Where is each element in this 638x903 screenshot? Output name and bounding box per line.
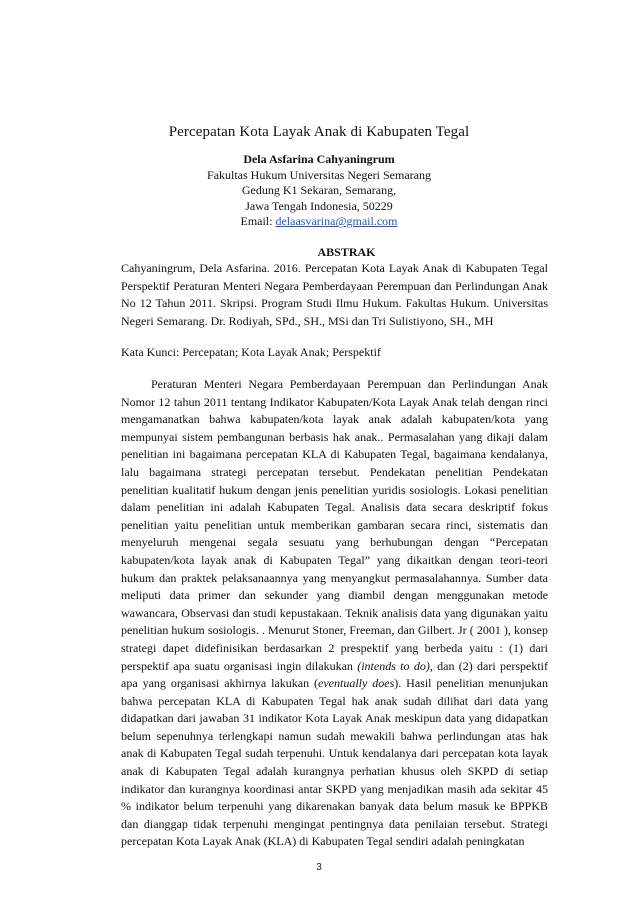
abstract-heading: ABSTRAK xyxy=(317,245,376,259)
author-address-line1: Gedung K1 Sekaran, Semarang, xyxy=(241,183,397,198)
author-block xyxy=(0,152,638,230)
author-email-row xyxy=(0,214,638,230)
email-label: Email: xyxy=(240,214,273,229)
abstract-text-part1: Peraturan Menteri Negara Pemberdayaan Perempuan dan Perlindungan Anak Nomor 12 tahun 2011 tentang Indikator Kabupaten/Kota Layak Anak telah dengan rinci mengamanatkan bahwa kabupaten/kota layak anak adalah kabupaten/kota yang mempunyai sistem pembangunan berbasis hak anak.. Permasalahan yang dikaji dalam penelitian ini bagaimana percepatan KLA di Kabupaten Tegal, bagaimana kendalanya, lalu bagaimana strategi percepatan tersebut. Pendekatan penelitian Pendekatan penelitian kualitatif hukum dengan jenis penelitian yuridis sosiologis. Lokasi penelitian dalam penelitian ini adalah Kabupaten Tegal. Analisis data secara deskriptif fokus penelitian yaitu penelitian untuk memberikan gambaran secara rinci, sistematis dan menyeluruh mengenai segala sesuatu yang berhubungan dengan “Percepatan kabupaten/kota layak anak di Kabupaten Tegal” yang dikaitkan dengan teori-teori hukum dan praktek pelaksanaannya yang menyangkut permasalahannya. Sumber data meliputi data primer dan sekunder yang diambil dengan menggunakan metode wawancara, Observasi dan studi kepustakaan. Teknik analisis data yang digunakan yaitu penelitian hukum sosiologis. . Menurut Stoner, Freeman, dan Gilbert. Jr ( 2001 ), konsep strategi dapet didefinisikan berdasarkan 2 prespektif yang berbeda yaitu : (1) dari perspektif apa suatu organisasi ingin dilakukan xyxy=(121,377,548,673)
email-link[interactable]: delaasvarina@gmail.com xyxy=(275,214,398,229)
author-affiliation: Fakultas Hukum Universitas Negeri Semarang xyxy=(207,167,431,182)
abstract-body-paragraph xyxy=(121,376,548,851)
paper-title: Percepatan Kota Layak Anak di Kabupaten Tegal xyxy=(168,124,470,140)
abstract-italic-intends: (intends to do) xyxy=(357,658,430,673)
author-address-line2: Jawa Tengah Indonesia, 50229 xyxy=(245,198,393,213)
abstract-text-part2: , dan (2) dari perspektif apa yang organisasi akhirnya lakukan ( xyxy=(121,658,548,691)
page-number: 3 xyxy=(316,862,322,873)
author-name: Dela Asfarina Cahyaningrum xyxy=(243,152,395,166)
abstract-text-part3: ). Hasil penelitian menunjukan bahwa percepatan KLA di Kabupaten Tegal hak anak sudah dilihat dari data yang didapatkan dari jawaban 31 indikator Kota Layak Anak meskipun data yang didapatkan belum sepenuhnya terlengkapi namun sudah mewakili bahwa perlindungan atas hak anak di Kabupaten Tegal sudah terpenuhi. Untuk kendalanya dari percepatan kota layak anak di Kabupaten Tegal adalah kurangnya perhatian khusus oleh SKPD di setiap indikator dan kurangnya koordinasi antar SKPD yang menjadikan masih ada sekitar 45 % indikator belum terpenuhi yang dikarenakan banyak data belum masuk ke BPPKB dan dianggap tidak terpenuhi mengingat pentingnya data penilaian tersebut. Strategi percepatan Kota Layak Anak (KLA) di Kabupaten Tegal sendiri adalah peningkatan xyxy=(121,676,548,849)
keywords-line: Kata Kunci: Percepatan; Kota Layak Anak; Perspektif xyxy=(121,345,381,359)
citation-paragraph: Cahyaningrum, Dela Asfarina. 2016. Percepatan Kota Layak Anak di Kabupaten Tegal Perspektif Peraturan Menteri Negara Pemberdayaan Perempuan dan Perlindungan Anak No 12 Tahun 2011. Skripsi. Program Studi Ilmu Hukum. Fakultas Hukum. Universitas Negeri Semarang. Dr. Rodiyah, SPd., SH., MSi dan Tri Sulistiyono, SH., MH xyxy=(121,261,548,328)
abstract-italic-eventually: eventually does xyxy=(318,676,395,691)
